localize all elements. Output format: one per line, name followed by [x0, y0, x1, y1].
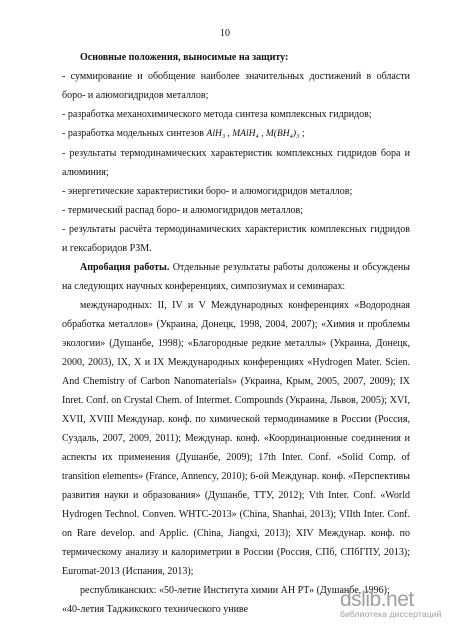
formula-suffix: ; [301, 128, 305, 139]
approbation-text: Отдельные результаты работы доложены и обсуждены на следующих научных конференциях, симпозиумах и семинарах: [62, 262, 410, 292]
republican-conferences: республиканских: «50-летие Института химии АН РТ» (Душанбе, 1996); [80, 585, 390, 596]
list-item: - термический распад боро- и алюмогидридов металлов; [62, 205, 304, 216]
list-item: - результаты термодинамических характеристик комплексных гидридов бора и алюминия; [62, 148, 410, 178]
list-item-text: - разработка модельных синтезов [62, 128, 205, 139]
list-item: - разработка механохимического метода синтеза комплексных гидридов; [62, 109, 372, 120]
last-line: «40-летия Таджикского технического униве [62, 604, 249, 615]
watermark-logo-text: dslib.net [340, 588, 414, 611]
document-body [62, 48, 410, 619]
page-number: 10 [220, 28, 230, 39]
approbation-label: Апробация работы. [80, 262, 170, 273]
international-conferences: международных: II, IV и V Международных конференциях «Водородная обработка металлов» (Украина, Донецк, 1998, 2004, 2007); «Химия и проблемы экологии» (Душанбе, 1998); «Благородные редкие металлы» (Украина, Донецк, 2000, 2003), IX, X и IX Международных конференциях «Hydrogen Mater. Scien. And Chemistry of Carbon Nanomaterials» (Украина, Крым, 2005, 2007, 2009); IX Inret. Conf. on Crystal Chem. of Intermet. Compounds (Украина, Львов, 2005); XVI, XVII, XVIII Междунар. конф. по химической термодинамике в России (Россия, Суздаль, 2007, 2009, 2011); Междунар. конф. «Координационные соединения и аспекты их применения (Душанбе, 2009); 17th Inter. Conf. «Solid Comp. of transition elements» (France, Annency, 2010); 6-ой Междунар. конф. «Перспективы развития науки и образования» (Душанбе, ТТУ, 2012); Vth Inter. Conf. «World Hydrogen Technol. Conven. WHTC-2013» (China, Shanhai, 2013); VIIth Inter. Conf. on Rare develop. and Applic. (China, Jiangxi, 2013); XIV Междунар. конф. по термическому анализу и калориметрии в России (Россия, СПб, СПбГПУ, 2013); Euromat-2013 (Испания, 2013); [62, 300, 410, 577]
list-item: - результаты расчёта термодинамических характеристик комплексных гидридов и гексаборидов РЗМ. [62, 224, 410, 254]
watermark-logo [340, 588, 448, 628]
list-item: - суммирование и обобщение наиболее значительных достижений в области боро- и алюмогидридов металлов; [62, 71, 410, 101]
list-item: - энергетические характеристики боро- и алюмогидридов металлов; [62, 186, 353, 197]
section-heading: Основные положения, выносимые на защиту: [80, 52, 289, 63]
watermark-caption: библиотека диссертаций [340, 609, 442, 619]
approbation-paragraph [62, 258, 410, 296]
formula: AlH₃ , MAlH₄ , M(BH₄)₃ [206, 129, 300, 139]
list-item [62, 124, 410, 144]
